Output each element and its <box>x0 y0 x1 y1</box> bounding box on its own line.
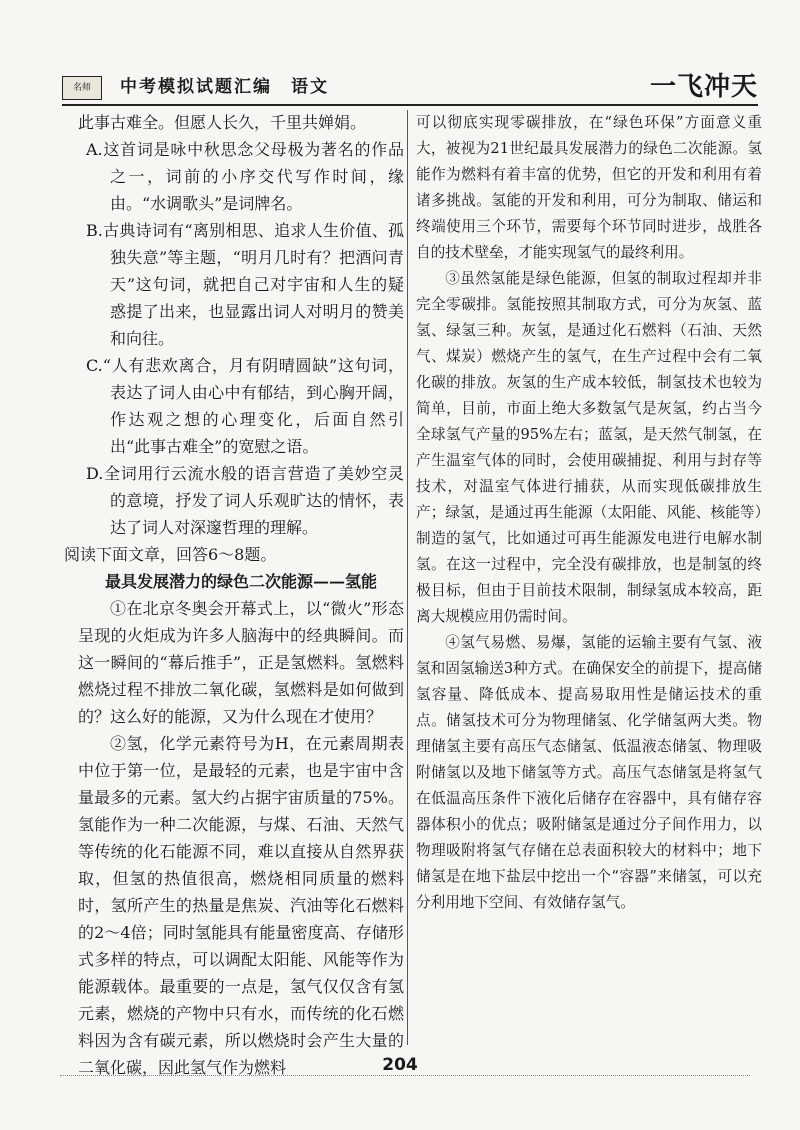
option-b: B.古典诗词有“离别相思、追求人生价值、孤独失意”等主题，“明月几时有？把酒问青天”这句词，就把自己对宇宙和人生的疑惑提了出来，也显露出词人对明月的赞美和向往。 <box>86 221 404 348</box>
option-c: C.“人有悲欢离合，月有阴晴圆缺”这句词，表达了词人由心中有郁结，到心胸开阔，作达观之想的心理变化，后面自然引出“此事古难全”的宽慰之语。 <box>86 356 404 456</box>
option-a: A.这首词是咏中秋思念父母极为著名的作品之一，词前的小序交代写作时间，缘由。“水调歌头”是词牌名。 <box>86 140 404 213</box>
option-d: D.全词用行云流水般的语言营造了美妙空灵的意境，抒发了词人乐观旷达的情怀，表达了词人对深邃哲理的理解。 <box>86 464 404 537</box>
series-title: 中考模拟试题汇编 语文 <box>120 77 329 97</box>
reading-instruction: 阅读下面文章，回答6～8题。 <box>64 545 277 564</box>
article-paragraph-3: ③虽然氢能是绿色能源，但氢的制取过程却并非完全零碳排。氢能按照其制取方式，可分为灰氢、蓝氢、绿氢三种。灰氢，是通过化石燃料（石油、天然气、煤炭）燃烧产生的氢气，在生产过程中会有二氧化碳的排放。灰氢的生产成本较低，制氢技术也较为简单，目前，市面上绝大多数氢气是灰氢，约占当今全球氢气产量的95%左右；蓝氢，是天然气制氢，在产生温室气体的同时，会使用碳捕捉、利用与封存等技术，对温室气体进行捕获，从而实现低碳排放生产；绿氢，是通过再生能源（太阳能、风能、核能等）制造的氢气，比如通过可再生能源发电进行电解水制氢。在这一过程中，完全没有碳排放，也是制氢的终极目标，但由于目前技术限制，制绿氢成本较高，距离大规模应用仍需时间。 <box>416 270 762 625</box>
page-header <box>62 66 758 106</box>
header-rule <box>62 104 758 106</box>
article-paragraph-4: ④氢气易燃、易爆，氢能的运输主要有气氢、液氢和固氢输送3种方式。在确保安全的前提下，提高储氢容量、降低成本、提高易取用性是储运技术的重点。储氢技术可分为物理储氢、化学储氢两大类。物理储氢主要有高压气态储氢、低温液态储氢、物理吸附储氢以及地下储氢等方式。高压气态储氢是将氢气在低温高压条件下液化后储存在容器中，具有储存容器体积小的优点；吸附储氢是通过分子间作用力，以物理吸附将氢气存储在总表面积较大的材料中；地下储氢是在地下盐层中挖出一个“容器”来储氢，可以充分利用地下空间、有效储存氢气。 <box>416 634 762 911</box>
page-number: 204 <box>382 1055 418 1075</box>
article-paragraph-2-continued: 可以彻底实现零碳排放，在“绿色环保”方面意义重大，被视为21世纪最具发展潜力的绿色二次能源。氢能作为燃料有着丰富的优势，但它的开发和利用有着诸多挑战。氢能的开发和利用，可分为制取、储运和终端使用三个环节，需要每个环节同时进步，战胜各自的技术壁垒，才能实现氢气的最终利用。 <box>416 114 762 261</box>
series-logo: 名师 <box>62 76 102 100</box>
footer-rule <box>60 1075 750 1077</box>
right-column <box>416 110 762 916</box>
poem-last-line: 此事古难全。但愿人长久，千里共婵娟。 <box>78 113 367 132</box>
column-divider <box>407 110 408 1045</box>
article-paragraph-2: ②氢，化学元素符号为H，在元素周期表中位于第一位，是最轻的元素，也是宇宙中含量最多的元素。氢大约占据宇宙质量的75%。氢能作为一种二次能源，与煤、石油、天然气等传统的化石能源不同，难以直接从自然界获取，但氢的热值很高，燃烧相同质量的燃料时，氢所产生的热量是焦炭、汽油等化石燃料的2～4倍；同时氢能具有能量密度高、存储形式多样的特点，可以调配太阳能、风能等作为能源载体。最重要的一点是，氢气仅仅含有氢元素，燃烧的产物中只有水，而传统的化石燃料因为含有碳元素，所以燃烧时会产生大量的二氧化碳，因此氢气作为燃料 <box>78 734 404 1077</box>
brand-title: 一飞冲天 <box>649 72 758 102</box>
left-column <box>64 110 404 1081</box>
article-paragraph-1: ①在北京冬奥会开幕式上，以“微火”形态呈现的火炬成为许多人脑海中的经典瞬间。而这一瞬间的“幕后推手”，正是氢燃料。氢燃料燃烧过程不排放二氧化碳，氢燃料是如何做到的？这么好的能源，又为什么现在才使用？ <box>78 599 404 726</box>
article-title: 最具发展潜力的绿色二次能源——氢能 <box>104 572 377 591</box>
